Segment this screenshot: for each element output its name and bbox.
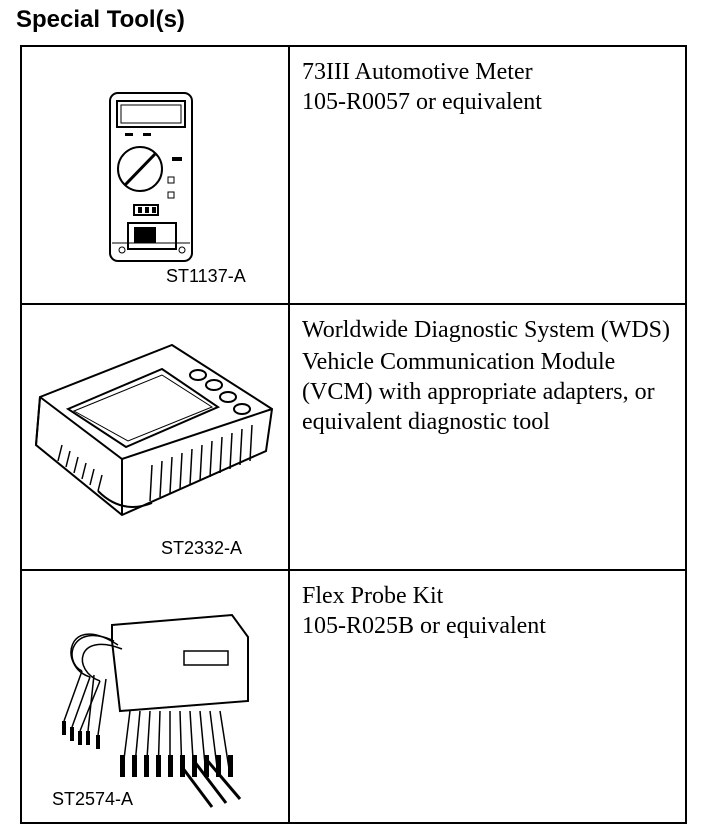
tool-code: ST2574-A	[52, 789, 134, 809]
tool-description	[290, 305, 685, 569]
tool-name: Worldwide Diagnostic System (WDS)	[302, 317, 671, 343]
tool-row-wds	[22, 305, 685, 571]
tool-name: 73III Automotive Meter	[302, 59, 533, 85]
special-tools-table	[20, 45, 687, 824]
tool-code: ST2332-A	[161, 538, 243, 558]
tool-part-number: 105-R0057 or equivalent	[302, 89, 542, 115]
tool-description	[290, 47, 685, 303]
tool-row-meter	[22, 47, 685, 305]
tool-row-probe-kit	[22, 571, 685, 824]
tool-code: ST1137-A	[166, 266, 246, 286]
page-title: Special Tool(s)	[16, 6, 185, 33]
probe-kit-icon	[22, 571, 290, 822]
tool-image-cell	[22, 47, 290, 303]
diagnostic-tablet-icon	[22, 305, 290, 569]
tool-description	[290, 571, 685, 824]
tool-module: Vehicle Communication Module (VCM) with appropriate adapters, or equivalent diagnostic tool	[302, 349, 655, 435]
tool-image-cell	[22, 571, 290, 824]
multimeter-icon	[22, 47, 290, 303]
tool-part-number: 105-R025B or equivalent	[302, 613, 546, 639]
tool-name: Flex Probe Kit	[302, 583, 444, 609]
tool-image-cell	[22, 305, 290, 569]
